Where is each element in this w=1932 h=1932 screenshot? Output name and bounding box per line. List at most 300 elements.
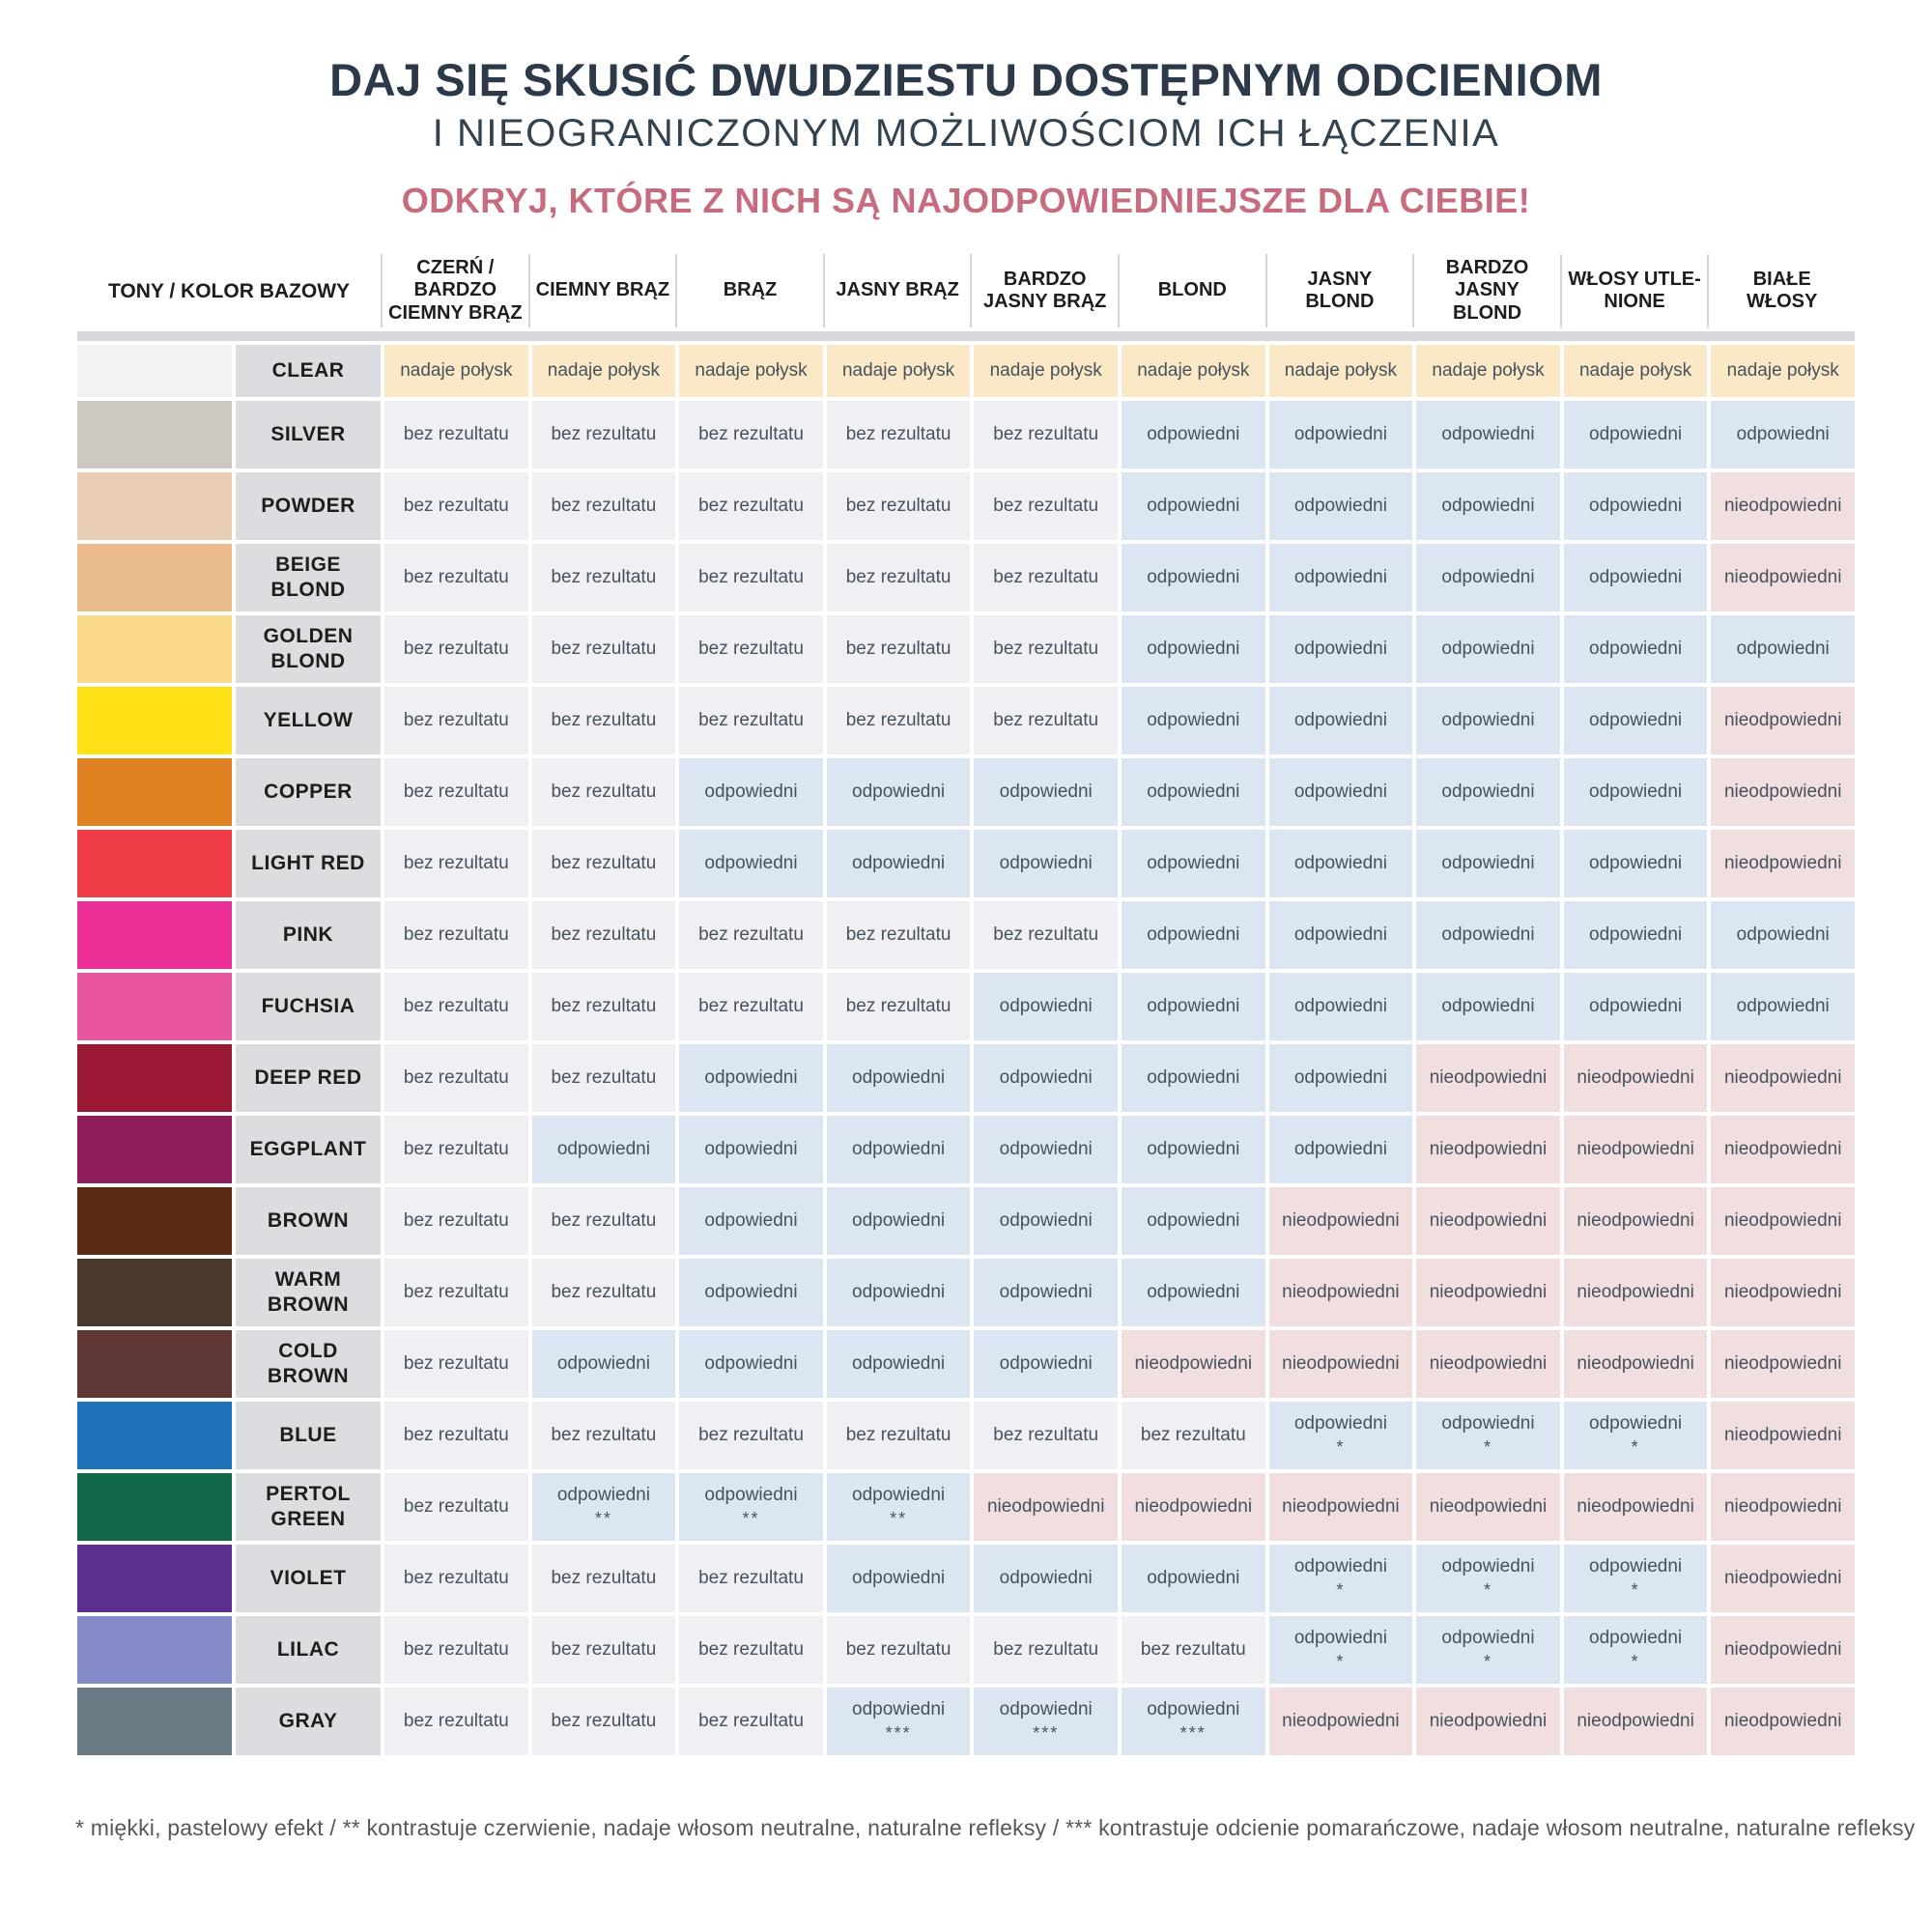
result-cell [1564, 1402, 1708, 1469]
result-text: bez rezultatu [845, 424, 952, 445]
title-block [0, 56, 1932, 219]
result-cell [1122, 901, 1265, 969]
result-text: bez rezultatu [551, 996, 657, 1017]
result-text: odpowiedni [1147, 710, 1240, 731]
result-text: bez rezultatu [551, 639, 657, 660]
result-cell [384, 1259, 528, 1326]
result-text: odpowiedni [1293, 996, 1387, 1017]
result-text: bez rezultatu [403, 1568, 509, 1589]
color-swatch [77, 973, 232, 1040]
row-label: LILAC [236, 1616, 381, 1684]
result-text: odpowiedni [1147, 853, 1240, 874]
result-cell [974, 973, 1118, 1040]
result-text: odpowiedni [1147, 781, 1240, 803]
column-header-10: BIAŁE WŁOSY [1707, 254, 1855, 327]
result-cell [532, 901, 676, 969]
result-cell [827, 1259, 971, 1326]
result-cell [1564, 1259, 1708, 1326]
row-label: EGGPLANT [236, 1116, 381, 1183]
row-label: WARM BROWN [236, 1259, 381, 1326]
result-cell [1269, 687, 1413, 754]
result-cell [679, 830, 823, 897]
result-text: odpowiedni [1293, 1139, 1387, 1160]
result-text: nieodpowiedni [986, 1496, 1105, 1518]
result-cell [1564, 401, 1708, 469]
result-cell [384, 472, 528, 540]
result-text: odpowiedni [1147, 1139, 1240, 1160]
result-text: odpowiedni [1441, 924, 1535, 946]
result-text: odpowiedni [704, 1353, 798, 1375]
result-cell [827, 687, 971, 754]
result-text: odpowiedni [1147, 567, 1240, 588]
result-cell [1564, 830, 1708, 897]
result-text: nieodpowiedni [1577, 1282, 1694, 1303]
result-text: odpowiedni [1589, 1628, 1683, 1649]
column-header-5: BARDZO JASNY BRĄZ [970, 254, 1118, 327]
result-text: bez rezultatu [403, 1496, 509, 1518]
result-cell [1122, 472, 1265, 540]
result-text: bez rezultatu [551, 496, 657, 517]
result-text: nieodpowiedni [1723, 853, 1842, 874]
result-cell [532, 1187, 676, 1255]
result-text: nadaje połysk [989, 360, 1102, 382]
result-text: bez rezultatu [403, 924, 509, 946]
result-cell [1416, 1402, 1560, 1469]
result-cell [1269, 830, 1413, 897]
result-cell [384, 687, 528, 754]
result-cell [1269, 1402, 1413, 1469]
result-text: bez rezultatu [551, 1711, 657, 1732]
result-cell [827, 1545, 971, 1612]
row-label: YELLOW [236, 687, 381, 754]
result-cell [974, 472, 1118, 540]
result-text: odpowiedni [1147, 496, 1240, 517]
result-cell [1416, 1473, 1560, 1541]
result-text: nieodpowiedni [1577, 1711, 1694, 1732]
result-cell [1564, 1545, 1708, 1612]
result-text: bez rezultatu [845, 1425, 952, 1446]
result-text: bez rezultatu [403, 1067, 509, 1089]
row-label: POWDER [236, 472, 381, 540]
result-text: nieodpowiedni [1723, 1353, 1842, 1375]
result-cell [974, 1688, 1118, 1755]
result-cell [1711, 1116, 1855, 1183]
result-text: odpowiedni [1441, 424, 1535, 445]
result-cell [974, 401, 1118, 469]
result-text: odpowiedni [1441, 781, 1535, 803]
color-swatch [77, 1473, 232, 1541]
result-text: odpowiedni [999, 1353, 1093, 1375]
result-cell [1564, 1187, 1708, 1255]
result-cell [679, 1259, 823, 1326]
result-cell [532, 973, 676, 1040]
result-cell [679, 1187, 823, 1255]
result-cell [1564, 1616, 1708, 1684]
result-text: bez rezultatu [403, 1282, 509, 1303]
result-cell [1711, 830, 1855, 897]
result-cell [827, 345, 971, 397]
result-text: bez rezultatu [403, 781, 509, 803]
header-divider [77, 331, 1855, 341]
result-text: odpowiedni [1736, 924, 1830, 946]
result-text: odpowiedni [1293, 710, 1387, 731]
result-text: odpowiedni [704, 1139, 798, 1160]
result-cell [679, 401, 823, 469]
result-cell [1122, 401, 1265, 469]
result-text: bez rezultatu [551, 924, 657, 946]
result-text: bez rezultatu [845, 996, 952, 1017]
result-text: odpowiedni [1589, 639, 1683, 660]
result-text: bez rezultatu [551, 1282, 657, 1303]
result-cell [827, 1187, 971, 1255]
color-swatch [77, 1259, 232, 1326]
result-cell [384, 1116, 528, 1183]
result-text: odpowiedni [1736, 639, 1830, 660]
color-swatch [77, 401, 232, 469]
result-cell [1711, 1187, 1855, 1255]
result-cell [679, 1044, 823, 1112]
result-text: odpowiedni [1293, 1628, 1387, 1649]
result-cell [827, 544, 971, 611]
result-cell [1269, 472, 1413, 540]
result-cell [384, 1330, 528, 1398]
result-text: nadaje połysk [1726, 360, 1839, 382]
result-cell [827, 830, 971, 897]
result-cell [827, 1044, 971, 1112]
result-cell [1416, 1688, 1560, 1755]
result-text: odpowiedni [1589, 853, 1683, 874]
row-label: BEIGE BLOND [236, 544, 381, 611]
result-text: odpowiedni [1736, 424, 1830, 445]
result-text: odpowiedni [1293, 567, 1387, 588]
result-cell [532, 1044, 676, 1112]
result-text: nieodpowiedni [1429, 1496, 1548, 1518]
result-cell [827, 1688, 971, 1755]
color-swatch [77, 1187, 232, 1255]
result-text: bez rezultatu [403, 424, 509, 445]
result-text: bez rezultatu [403, 1210, 509, 1232]
result-text: nieodpowiedni [1577, 1496, 1694, 1518]
color-swatch [77, 544, 232, 611]
column-header-9: WŁOSY UTLE-NIONE [1560, 254, 1708, 327]
footnote-marker: *** [1179, 1723, 1207, 1744]
color-swatch [77, 615, 232, 683]
color-swatch [77, 345, 232, 397]
result-text: odpowiedni [999, 1568, 1093, 1589]
result-text: bez rezultatu [993, 1639, 1099, 1661]
result-text: odpowiedni [1147, 1210, 1240, 1232]
result-cell [1711, 1473, 1855, 1541]
result-text: nieodpowiedni [1723, 1282, 1842, 1303]
result-text: odpowiedni [704, 853, 798, 874]
result-text: odpowiedni [852, 1485, 946, 1506]
result-cell [679, 472, 823, 540]
result-cell [974, 1616, 1118, 1684]
result-text: odpowiedni [852, 1699, 946, 1720]
result-text: bez rezultatu [403, 1353, 509, 1375]
result-cell [827, 1616, 971, 1684]
result-cell [1269, 1330, 1413, 1398]
result-text: odpowiedni [1589, 424, 1683, 445]
result-cell [1416, 615, 1560, 683]
result-text: bez rezultatu [993, 496, 1099, 517]
result-cell [827, 615, 971, 683]
footnote-marker: * [1483, 1437, 1492, 1458]
result-text: nieodpowiedni [1134, 1496, 1253, 1518]
result-text: nieodpowiedni [1723, 567, 1842, 588]
result-text: bez rezultatu [698, 996, 804, 1017]
result-cell [1122, 345, 1265, 397]
result-cell [1711, 401, 1855, 469]
result-cell [827, 973, 971, 1040]
result-cell [679, 1688, 823, 1755]
result-cell [827, 401, 971, 469]
result-text: odpowiedni [999, 1067, 1093, 1089]
result-text: bez rezultatu [698, 424, 804, 445]
result-text: nieodpowiedni [1429, 1210, 1548, 1232]
result-text: odpowiedni [1441, 996, 1535, 1017]
result-cell [1564, 901, 1708, 969]
result-text: odpowiedni [1441, 710, 1535, 731]
result-text: odpowiedni [999, 1699, 1093, 1720]
result-cell [1122, 1616, 1265, 1684]
result-cell [679, 901, 823, 969]
result-cell [532, 1116, 676, 1183]
result-cell [827, 901, 971, 969]
result-text: nieodpowiedni [1282, 1711, 1400, 1732]
result-text: odpowiedni [1293, 924, 1387, 946]
result-text: odpowiedni [1293, 1067, 1387, 1089]
result-text: odpowiedni [1441, 496, 1535, 517]
result-cell [532, 615, 676, 683]
result-cell [1269, 758, 1413, 826]
result-cell [1122, 544, 1265, 611]
result-cell [532, 1330, 676, 1398]
result-cell [1416, 401, 1560, 469]
result-cell [1711, 687, 1855, 754]
result-text: nieodpowiedni [1282, 1210, 1400, 1232]
footnote-marker: * [1631, 1580, 1640, 1601]
result-text: bez rezultatu [551, 1210, 657, 1232]
result-text: nieodpowiedni [1723, 1067, 1842, 1089]
result-cell [384, 1187, 528, 1255]
footnote-marker: * [1336, 1580, 1346, 1601]
row-label: BLUE [236, 1402, 381, 1469]
result-text: nadaje połysk [841, 360, 955, 382]
result-text: odpowiedni [1147, 1568, 1240, 1589]
result-text: nadaje połysk [547, 360, 660, 382]
result-text: nieodpowiedni [1282, 1282, 1400, 1303]
result-text: bez rezultatu [551, 424, 657, 445]
result-cell [1564, 1330, 1708, 1398]
result-cell [532, 687, 676, 754]
result-cell [679, 687, 823, 754]
row-label: CLEAR [236, 345, 381, 397]
result-text: bez rezultatu [845, 1639, 952, 1661]
result-text: bez rezultatu [551, 1425, 657, 1446]
result-cell [1416, 345, 1560, 397]
result-cell [1711, 1402, 1855, 1469]
result-text: nieodpowiedni [1429, 1282, 1548, 1303]
result-text: nieodpowiedni [1723, 710, 1842, 731]
footnote-marker: * [1631, 1437, 1640, 1458]
result-cell [1711, 472, 1855, 540]
result-cell [532, 758, 676, 826]
result-cell [827, 1330, 971, 1398]
result-cell [679, 758, 823, 826]
result-text: odpowiedni [1293, 1556, 1387, 1577]
result-cell [1711, 1688, 1855, 1755]
result-cell [974, 1259, 1118, 1326]
result-cell [827, 758, 971, 826]
result-cell [1564, 758, 1708, 826]
result-text: odpowiedni [704, 1485, 798, 1506]
result-text: nieodpowiedni [1723, 1139, 1842, 1160]
result-cell [384, 345, 528, 397]
result-cell [1122, 1116, 1265, 1183]
result-text: bez rezultatu [993, 567, 1099, 588]
result-text: odpowiedni [1293, 639, 1387, 660]
result-text: bez rezultatu [403, 1139, 509, 1160]
result-cell [1416, 973, 1560, 1040]
result-text: odpowiedni [852, 1067, 946, 1089]
result-text: bez rezultatu [698, 710, 804, 731]
result-cell [384, 544, 528, 611]
result-cell [974, 544, 1118, 611]
result-cell [1122, 758, 1265, 826]
result-cell [532, 1473, 676, 1541]
result-cell [1711, 1616, 1855, 1684]
result-text: odpowiedni [999, 1210, 1093, 1232]
result-text: odpowiedni [999, 1282, 1093, 1303]
result-text: odpowiedni [1293, 1413, 1387, 1435]
color-swatch [77, 1116, 232, 1183]
result-cell [532, 1616, 676, 1684]
footnote-marker: * [1336, 1437, 1346, 1458]
color-swatch [77, 1044, 232, 1112]
result-cell [974, 1330, 1118, 1398]
result-text: bez rezultatu [403, 853, 509, 874]
color-swatch [77, 1402, 232, 1469]
result-text: odpowiedni [556, 1139, 650, 1160]
result-text: nieodpowiedni [1429, 1139, 1548, 1160]
result-cell [679, 615, 823, 683]
result-cell [1564, 544, 1708, 611]
result-cell [974, 1187, 1118, 1255]
result-cell [1122, 1330, 1265, 1398]
result-text: nieodpowiedni [1429, 1711, 1548, 1732]
row-label: SILVER [236, 401, 381, 469]
result-cell [974, 1473, 1118, 1541]
result-cell [679, 973, 823, 1040]
result-cell [974, 758, 1118, 826]
result-cell [1711, 901, 1855, 969]
result-text: nadaje połysk [1578, 360, 1692, 382]
result-cell [1269, 1044, 1413, 1112]
result-text: nieodpowiedni [1429, 1067, 1548, 1089]
result-text: odpowiedni [852, 853, 946, 874]
result-cell [1416, 1187, 1560, 1255]
result-cell [1269, 544, 1413, 611]
result-text: bez rezultatu [403, 1425, 509, 1446]
color-swatch [77, 758, 232, 826]
corner-header: TONY / KOLOR BAZOWY [77, 254, 381, 327]
result-text: nieodpowiedni [1723, 1210, 1842, 1232]
column-header-3: BRĄZ [675, 254, 823, 327]
result-cell [1564, 345, 1708, 397]
result-cell [1122, 830, 1265, 897]
result-cell [827, 1116, 971, 1183]
result-cell [1416, 544, 1560, 611]
column-header-2: CIEMNY BRĄZ [528, 254, 676, 327]
color-swatch [77, 1330, 232, 1398]
result-text: nadaje połysk [1432, 360, 1545, 382]
result-text: odpowiedni [1147, 924, 1240, 946]
result-text: odpowiedni [556, 1485, 650, 1506]
result-cell [532, 544, 676, 611]
row-label: PINK [236, 901, 381, 969]
result-text: odpowiedni [852, 1353, 946, 1375]
result-cell [1564, 615, 1708, 683]
result-text: odpowiedni [556, 1353, 650, 1375]
column-header-8: BARDZO JASNY BLOND [1412, 254, 1560, 327]
result-text: bez rezultatu [551, 781, 657, 803]
row-label: LIGHT RED [236, 830, 381, 897]
result-cell [974, 1402, 1118, 1469]
result-text: odpowiedni [704, 1210, 798, 1232]
result-cell [827, 1473, 971, 1541]
result-cell [1416, 1545, 1560, 1612]
result-cell [1711, 1545, 1855, 1612]
footnote-marker: * [1483, 1580, 1492, 1601]
page-subtitle: I NIEOGRANICZONYM MOŻLIWOŚCIOM ICH ŁĄCZENIA [432, 112, 1500, 156]
result-cell [679, 544, 823, 611]
color-swatch [77, 1616, 232, 1684]
result-cell [1416, 830, 1560, 897]
result-text: odpowiedni [1293, 781, 1387, 803]
result-cell [1416, 901, 1560, 969]
result-cell [384, 1402, 528, 1469]
result-text: bez rezultatu [551, 1067, 657, 1089]
result-cell [1269, 1616, 1413, 1684]
footnote-marker: ** [594, 1509, 612, 1529]
result-text: odpowiedni [1441, 1413, 1535, 1435]
result-text: bez rezultatu [551, 1568, 657, 1589]
result-text: nieodpowiedni [1282, 1496, 1400, 1518]
result-cell [384, 830, 528, 897]
result-cell [1711, 973, 1855, 1040]
result-text: bez rezultatu [551, 853, 657, 874]
result-text: nieodpowiedni [1723, 1496, 1842, 1518]
result-text: odpowiedni [852, 1568, 946, 1589]
result-text: bez rezultatu [1140, 1425, 1246, 1446]
result-cell [1269, 1187, 1413, 1255]
result-cell [679, 1402, 823, 1469]
result-cell [532, 1545, 676, 1612]
result-text: odpowiedni [1589, 924, 1683, 946]
result-cell [1564, 1116, 1708, 1183]
footnote-marker: * [1631, 1652, 1640, 1672]
result-text: nieodpowiedni [1577, 1139, 1694, 1160]
result-cell [1269, 901, 1413, 969]
result-text: nieodpowiedni [1723, 1639, 1842, 1661]
result-text: nieodpowiedni [1723, 1425, 1842, 1446]
result-text: bez rezultatu [698, 1425, 804, 1446]
result-cell [1416, 1330, 1560, 1398]
result-cell [532, 1402, 676, 1469]
result-cell [1711, 615, 1855, 683]
result-text: bez rezultatu [403, 639, 509, 660]
